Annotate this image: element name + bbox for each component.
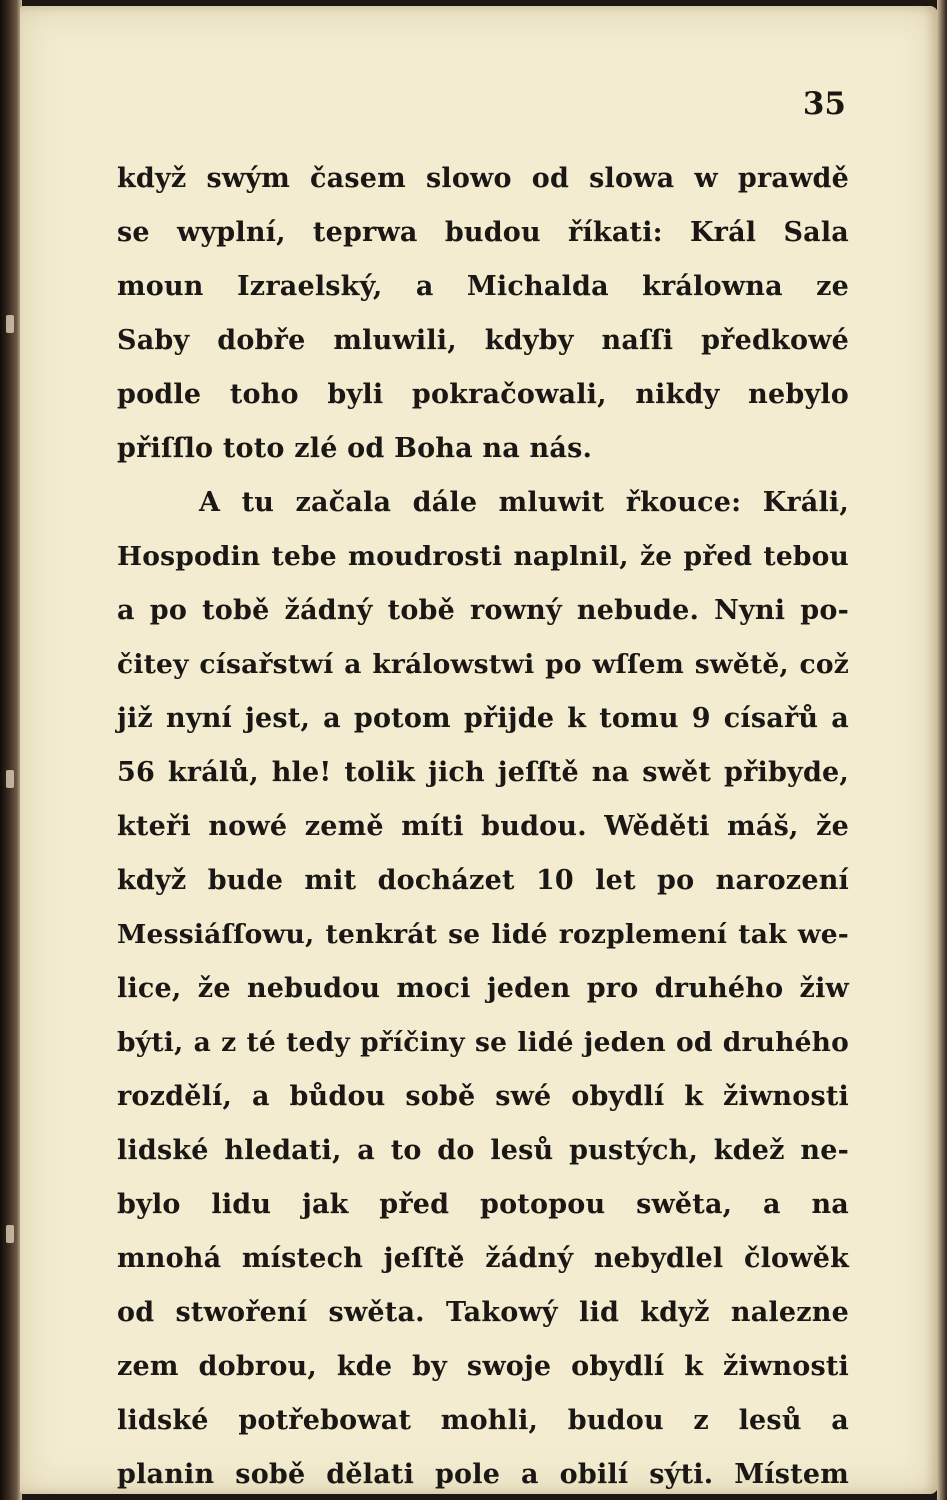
text-line: mnohá místech jeſſtě žádný nebydlel člowěk [117, 1243, 849, 1274]
text-line: již nyní jest, a potom přijde k tomu 9 císařů a [117, 703, 849, 734]
text-line: zem dobrou, kde by swoje obydlí k žiwnosti [117, 1351, 849, 1382]
page-text-body [117, 152, 849, 1500]
text-line: 56 králů, hle! tolik jich jeſſtě na swět přibyde, [117, 757, 849, 788]
page-right-edge [937, 0, 947, 1500]
binding-stitch [6, 770, 14, 788]
text-line: planin sobě dělati pole a obilí sýti. Místem [117, 1459, 849, 1490]
text-line: od stwoření swěta. Takowý lid když nalezne [117, 1297, 849, 1328]
text-line: A tu začala dále mluwit řkouce: Králi, [199, 487, 849, 518]
text-line: moun Izraelský, a Michalda králowna ze [117, 271, 849, 302]
binding-stitch [6, 315, 14, 333]
page-number: 35 [802, 86, 846, 122]
text-line: čitey císařstwí a králowstwi po wſſem swětě, což [117, 649, 849, 680]
binding-stitch [6, 1225, 14, 1243]
text-line: Messiáſſowu, tenkrát se lidé rozplemení tak we- [117, 919, 849, 950]
text-line: přiſſlo toto zlé od Boha na nás. [117, 433, 593, 464]
text-line: Hospodin tebe moudrosti naplnil, že před tebou [117, 541, 849, 572]
text-line: býti, a z té tedy příčiny se lidé jeden od druhého [117, 1027, 849, 1058]
text-line: se wyplní, teprwa budou říkati: Král Sala [117, 217, 849, 248]
text-line: a po tobě žádný tobě rowný nebude. Nyni po- [117, 595, 849, 626]
text-line: kteři nowé země míti budou. Wěděti máš, že [117, 811, 849, 842]
text-line: lidské potřebowat mohli, budou z lesů a [117, 1405, 849, 1436]
text-line: lidské hledati, a to do lesů pustých, kdež ne- [117, 1135, 849, 1166]
text-line: bylo lidu jak před potopou swěta, a na [117, 1189, 849, 1220]
text-line: lice, že nebudou moci jeden pro druhého žiw [117, 973, 849, 1004]
text-line: když bude mit docházet 10 let po narození [117, 865, 849, 896]
binding-edge [0, 0, 22, 1500]
text-line: Saby dobře mluwili, kdyby naſſi předkowé [117, 325, 849, 356]
text-line: rozdělí, a bůdou sobě swé obydlí k žiwnosti [117, 1081, 849, 1112]
text-line: podle toho byli pokračowali, nikdy nebylo [117, 379, 849, 410]
text-line: když swým časem slowo od slowa w prawdě [117, 163, 849, 194]
